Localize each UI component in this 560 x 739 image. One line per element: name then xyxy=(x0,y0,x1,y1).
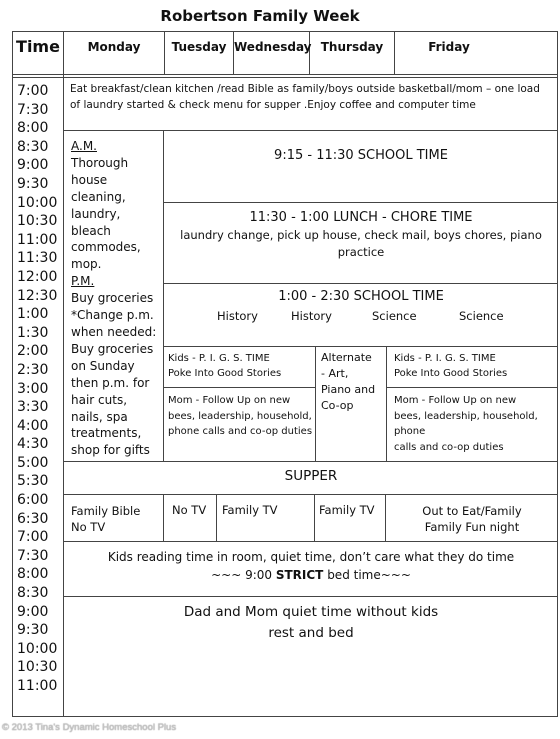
time-label: 9:00 xyxy=(17,603,49,620)
time-label: 1:30 xyxy=(17,324,49,341)
lunch-detail: laundry change, pick up house, check mail, boys chores, piano xyxy=(180,228,542,242)
evening-line: No TV xyxy=(71,520,106,534)
time-label: 5:00 xyxy=(17,454,49,471)
pm-label: P.M. xyxy=(71,274,95,289)
header-monday: Monday xyxy=(87,40,141,54)
pm-line: *Change p.m. xyxy=(71,308,154,323)
time-label: 3:00 xyxy=(17,380,49,397)
afternoon-school-title: 1:00 - 2:30 SCHOOL TIME xyxy=(278,289,444,304)
subject-thursday: Science xyxy=(459,309,504,323)
pm-line: Buy groceries xyxy=(71,291,154,306)
strict-label: STRICT xyxy=(275,568,324,582)
subject-wednesday: Science xyxy=(372,309,417,323)
pigs-right xyxy=(394,351,507,381)
time-label: 7:00 xyxy=(17,83,49,99)
am-line: house xyxy=(71,172,108,187)
alternate-line: Co-op xyxy=(321,399,354,412)
header-friday: Friday xyxy=(428,40,470,54)
am-line: commodes, xyxy=(71,240,141,255)
lunch-detail: practice xyxy=(337,245,385,259)
time-label: 2:00 xyxy=(17,343,49,360)
time-label: 8:00 xyxy=(17,566,49,583)
school-time: 9:15 - 11:30 SCHOOL TIME xyxy=(274,148,448,163)
time-label: 10:00 xyxy=(17,194,58,211)
evening-line: Family Fun night xyxy=(424,520,520,534)
am-line: mop. xyxy=(71,257,102,272)
pigs-title: Kids - P. I. G. S. TIME xyxy=(168,353,270,364)
pm-line: nails, spa xyxy=(71,409,128,424)
time-label: 9:30 xyxy=(17,622,49,639)
pm-line: shop for gifts xyxy=(71,443,150,458)
time-label: 12:30 xyxy=(17,287,58,304)
pigs-subtitle: Poke Into Good Stories xyxy=(394,368,508,379)
time-label: 8:00 xyxy=(17,120,49,137)
time-label: 11:30 xyxy=(17,250,58,267)
mom-right xyxy=(394,393,560,455)
mom-left xyxy=(168,393,312,440)
time-column xyxy=(17,82,57,696)
time-label: 10:30 xyxy=(17,659,58,676)
pigs-subtitle: Poke Into Good Stories xyxy=(168,368,282,379)
time-label: 9:30 xyxy=(17,175,49,192)
page-title: Robertson Family Week xyxy=(160,7,360,25)
pm-line: then p.m. for xyxy=(71,375,150,390)
header-time: Time xyxy=(16,37,60,56)
time-label: 5:30 xyxy=(17,473,49,490)
time-label: 4:00 xyxy=(17,417,49,434)
evening-tuesday: No TV xyxy=(172,503,207,517)
evening-thursday: Family TV xyxy=(319,503,375,517)
lunch-title: 11:30 - 1:00 LUNCH - CHORE TIME xyxy=(249,210,473,225)
evening-friday xyxy=(386,503,558,535)
time-label: 6:30 xyxy=(17,510,49,527)
kids-reading-block xyxy=(64,548,558,584)
time-label: 4:30 xyxy=(17,436,49,453)
am-line: laundry, xyxy=(71,206,121,221)
am-line: Thorough xyxy=(71,155,129,170)
time-label: 8:30 xyxy=(17,585,49,602)
subject-tuesday: History xyxy=(291,309,332,323)
pm-line: when needed: xyxy=(71,324,157,339)
copyright-footer: © 2013 Tina's Dynamic Homeschool Plus xyxy=(2,722,177,733)
am-label: A.M. xyxy=(71,139,97,153)
evening-line: Family Bible xyxy=(71,504,141,518)
pm-line: treatments, xyxy=(71,426,142,441)
morning-routine: Eat breakfast/clean kitchen /read Bible as family/boys outside basketball/mom – one load of laundry started & check menu for supper .Enjoy coffee and computer time xyxy=(70,83,540,111)
lunch-chore-block xyxy=(164,209,558,261)
time-label: 6:00 xyxy=(17,492,49,509)
parents-line: rest and bed xyxy=(268,625,354,641)
time-label: 10:00 xyxy=(17,640,58,657)
alternate-activities xyxy=(321,350,375,414)
time-label: 7:00 xyxy=(17,529,49,546)
mom-line: Mom - Follow Up on new xyxy=(168,395,291,406)
supper-row: SUPPER xyxy=(284,468,338,484)
time-label: 3:30 xyxy=(17,399,49,416)
parents-line: Dad and Mom quiet time without kids xyxy=(183,604,439,620)
time-label: 7:30 xyxy=(17,547,49,564)
time-label: 10:30 xyxy=(17,213,58,230)
pm-line: on Sunday xyxy=(71,358,135,373)
time-label: 9:00 xyxy=(17,157,49,174)
parents-quiet-block xyxy=(64,602,558,644)
subject-monday: History xyxy=(217,309,258,323)
time-label: 2:30 xyxy=(17,361,49,378)
bedtime-line: ~~~ 9:00 STRICT bed time~~~ xyxy=(211,568,411,582)
evening-wednesday: Family TV xyxy=(222,503,278,517)
mom-line: bees, leadership, household, phone xyxy=(394,410,538,437)
time-label: 8:30 xyxy=(17,138,49,155)
time-label: 11:00 xyxy=(17,678,58,694)
kids-reading-line: Kids reading time in room, quiet time, don’t care what they do time xyxy=(107,550,515,564)
alternate-line: - Art, xyxy=(321,367,349,380)
header-tuesday: Tuesday xyxy=(171,40,227,54)
pigs-left xyxy=(168,351,281,381)
time-label: 11:00 xyxy=(17,231,58,248)
header-thursday: Thursday xyxy=(320,40,384,54)
mom-line: Mom - Follow Up on new xyxy=(394,395,517,406)
am-line: bleach xyxy=(71,223,111,238)
mom-line: bees, leadership, household, xyxy=(168,410,312,422)
mom-line: phone calls and co-op duties xyxy=(168,426,313,437)
pigs-title: Kids - P. I. G. S. TIME xyxy=(394,353,496,364)
alternate-line: Alternate xyxy=(321,351,372,364)
monday-block xyxy=(71,138,163,459)
evening-monday xyxy=(71,503,140,535)
time-label: 12:00 xyxy=(17,268,58,285)
header-wednesday: Wednesday xyxy=(234,40,312,54)
evening-line: Out to Eat/Family xyxy=(422,504,522,518)
pm-line: Buy groceries xyxy=(71,341,154,356)
time-label: 7:30 xyxy=(17,101,49,118)
time-label: 1:00 xyxy=(17,306,49,323)
am-line: cleaning, xyxy=(71,189,126,204)
pm-line: hair cuts, xyxy=(71,392,128,407)
alternate-line: Piano and xyxy=(321,383,376,396)
mom-line: calls and co-op duties xyxy=(394,441,504,453)
